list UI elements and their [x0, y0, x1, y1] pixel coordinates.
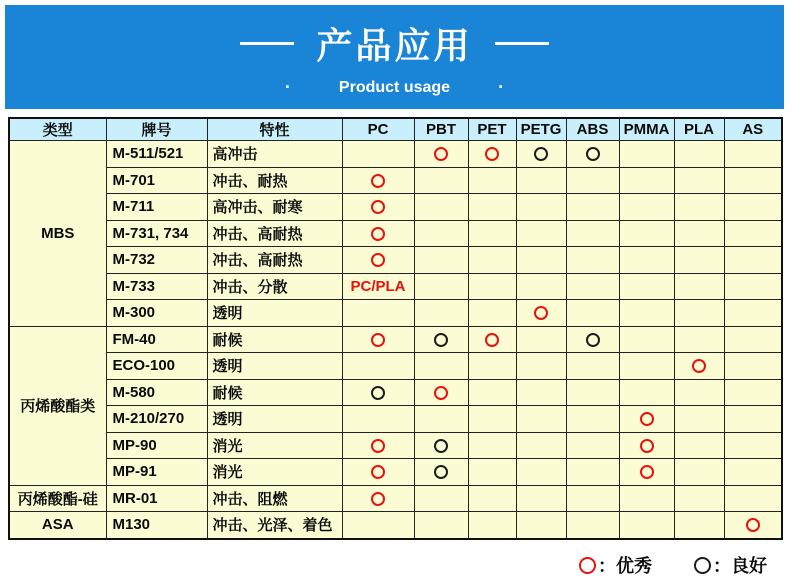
app-cell — [619, 379, 674, 406]
app-cell — [468, 273, 516, 300]
column-header-pla: PLA — [674, 118, 724, 141]
circle-good-icon — [586, 147, 600, 161]
column-header-petg: PETG — [516, 118, 566, 141]
app-cell — [516, 353, 566, 380]
app-cell — [342, 300, 414, 327]
app-cell — [516, 194, 566, 221]
circle-excellent-icon — [434, 386, 448, 400]
grade-cell: M-300 — [106, 300, 207, 327]
feature-cell: 冲击、阻燃 — [207, 485, 342, 512]
app-cell — [566, 300, 619, 327]
app-cell — [619, 512, 674, 539]
app-cell — [342, 512, 414, 539]
type-cell: 丙烯酸酯类 — [9, 326, 106, 485]
circle-excellent-icon — [371, 200, 385, 214]
feature-cell: 冲击、高耐热 — [207, 220, 342, 247]
circle-excellent-icon — [640, 465, 654, 479]
app-cell — [619, 459, 674, 486]
app-cell — [724, 273, 782, 300]
app-cell — [566, 220, 619, 247]
app-cell — [342, 141, 414, 168]
table-row — [9, 406, 782, 433]
circle-good-icon — [534, 147, 548, 161]
app-cell — [468, 512, 516, 539]
app-cell — [468, 459, 516, 486]
app-cell — [724, 220, 782, 247]
table-row — [9, 379, 782, 406]
app-cell — [674, 273, 724, 300]
app-cell — [566, 353, 619, 380]
table-row — [9, 273, 782, 300]
circle-good-icon — [371, 386, 385, 400]
app-cell — [414, 353, 468, 380]
subtitle-dot-right-icon: · — [498, 77, 505, 97]
app-cell — [342, 220, 414, 247]
app-cell — [516, 379, 566, 406]
column-header-abs: ABS — [566, 118, 619, 141]
app-cell — [342, 485, 414, 512]
app-cell — [566, 406, 619, 433]
grade-cell: M-511/521 — [106, 141, 207, 168]
circle-excellent-icon — [371, 333, 385, 347]
app-cell — [414, 300, 468, 327]
app-cell — [674, 141, 724, 168]
app-cell — [414, 167, 468, 194]
grade-cell: M-733 — [106, 273, 207, 300]
app-cell — [724, 512, 782, 539]
product-application-table — [8, 117, 783, 540]
page-subtitle: Product usage — [338, 78, 451, 96]
app-cell — [414, 485, 468, 512]
column-header-pc: PC — [342, 118, 414, 141]
grade-cell: M-731, 734 — [106, 220, 207, 247]
table-row — [9, 353, 782, 380]
app-cell — [619, 406, 674, 433]
app-cell — [619, 300, 674, 327]
app-cell — [414, 512, 468, 539]
grade-cell: M-210/270 — [106, 406, 207, 433]
app-cell — [516, 406, 566, 433]
grade-cell: MR-01 — [106, 485, 207, 512]
app-cell — [674, 406, 724, 433]
app-cell — [566, 167, 619, 194]
column-header-pbt: PBT — [414, 118, 468, 141]
feature-cell: 耐候 — [207, 379, 342, 406]
app-cell — [619, 353, 674, 380]
app-cell — [342, 406, 414, 433]
circle-excellent-icon — [371, 174, 385, 188]
column-header-as: AS — [724, 118, 782, 141]
subtitle-dot-left-icon: · — [284, 77, 291, 97]
app-cell — [342, 167, 414, 194]
app-cell — [516, 167, 566, 194]
app-cell — [674, 512, 724, 539]
column-header-pet: PET — [468, 118, 516, 141]
title-dash-right-icon — [495, 42, 549, 45]
feature-cell: 透明 — [207, 300, 342, 327]
app-cell — [724, 194, 782, 221]
app-cell — [674, 485, 724, 512]
circle-excellent-icon — [485, 333, 499, 347]
legend-excellent-label: ：优秀 — [598, 556, 652, 576]
app-cell — [342, 194, 414, 221]
app-cell — [619, 247, 674, 274]
app-cell — [516, 432, 566, 459]
feature-cell: 消光 — [207, 459, 342, 486]
app-cell — [566, 194, 619, 221]
app-cell — [619, 326, 674, 353]
app-cell — [516, 512, 566, 539]
app-cell — [724, 432, 782, 459]
table-row — [9, 300, 782, 327]
app-cell — [724, 379, 782, 406]
app-cell — [724, 353, 782, 380]
app-cell — [566, 379, 619, 406]
app-cell — [619, 485, 674, 512]
app-cell — [674, 432, 724, 459]
app-cell — [724, 326, 782, 353]
grade-cell: FM-40 — [106, 326, 207, 353]
app-cell — [468, 432, 516, 459]
circle-excellent-icon — [640, 439, 654, 453]
app-cell — [468, 167, 516, 194]
circle-excellent-icon — [371, 465, 385, 479]
feature-cell: 透明 — [207, 353, 342, 380]
app-cell — [724, 459, 782, 486]
app-cell — [468, 379, 516, 406]
circle-good-icon — [434, 333, 448, 347]
app-cell — [468, 326, 516, 353]
table-row — [9, 326, 782, 353]
app-cell — [342, 379, 414, 406]
app-cell — [724, 406, 782, 433]
feature-cell: 冲击、分散 — [207, 273, 342, 300]
grade-cell: MP-91 — [106, 459, 207, 486]
app-cell — [516, 300, 566, 327]
app-cell — [468, 406, 516, 433]
grade-cell: M-701 — [106, 167, 207, 194]
banner-subtitle-row — [285, 77, 504, 98]
app-cell — [342, 353, 414, 380]
table-header-row — [9, 118, 782, 141]
banner — [5, 5, 784, 109]
app-cell — [566, 432, 619, 459]
feature-cell: 耐候 — [207, 326, 342, 353]
app-cell — [566, 273, 619, 300]
app-cell — [516, 247, 566, 274]
circle-good-icon — [434, 465, 448, 479]
grade-cell: ECO-100 — [106, 353, 207, 380]
legend-item-excellent — [579, 552, 652, 578]
app-cell — [414, 432, 468, 459]
app-cell — [414, 141, 468, 168]
app-cell — [516, 220, 566, 247]
grade-cell: M-580 — [106, 379, 207, 406]
circle-good-icon — [434, 439, 448, 453]
app-cell — [619, 141, 674, 168]
table-row — [9, 220, 782, 247]
app-cell — [566, 459, 619, 486]
app-cell — [414, 459, 468, 486]
column-header-特性: 特性 — [207, 118, 342, 141]
grade-cell: M130 — [106, 512, 207, 539]
page-title: 产品应用 — [316, 25, 473, 66]
circle-excellent-icon — [640, 412, 654, 426]
app-cell — [414, 406, 468, 433]
feature-cell: 高冲击、耐寒 — [207, 194, 342, 221]
circle-excellent-icon — [371, 439, 385, 453]
feature-cell: 冲击、光泽、着色 — [207, 512, 342, 539]
app-cell — [468, 141, 516, 168]
table-row — [9, 167, 782, 194]
app-cell — [674, 326, 724, 353]
app-cell — [674, 459, 724, 486]
app-cell — [724, 167, 782, 194]
app-cell — [724, 485, 782, 512]
circle-excellent-icon — [485, 147, 499, 161]
feature-cell: 消光 — [207, 432, 342, 459]
feature-cell: 透明 — [207, 406, 342, 433]
app-cell — [414, 247, 468, 274]
table-row — [9, 459, 782, 486]
app-cell — [516, 485, 566, 512]
type-cell: ASA — [9, 512, 106, 539]
app-cell — [342, 273, 414, 300]
app-cell — [468, 220, 516, 247]
app-cell — [414, 194, 468, 221]
app-cell — [516, 459, 566, 486]
app-cell — [342, 326, 414, 353]
circle-good-icon — [586, 333, 600, 347]
circle-excellent-icon — [371, 227, 385, 241]
app-cell — [342, 459, 414, 486]
app-cell — [468, 247, 516, 274]
app-cell — [674, 353, 724, 380]
title-dash-left-icon — [240, 42, 294, 45]
app-cell — [724, 247, 782, 274]
app-cell — [674, 220, 724, 247]
app-cell — [516, 273, 566, 300]
app-cell — [414, 326, 468, 353]
column-header-类型: 类型 — [9, 118, 106, 141]
table-body — [9, 141, 782, 539]
app-cell — [619, 273, 674, 300]
app-cell — [342, 247, 414, 274]
app-cell — [566, 512, 619, 539]
feature-cell: 冲击、高耐热 — [207, 247, 342, 274]
app-cell — [516, 326, 566, 353]
text-marker: PC/PLA — [350, 277, 406, 295]
app-cell — [468, 485, 516, 512]
table-row — [9, 141, 782, 168]
app-cell — [674, 167, 724, 194]
circle-excellent-icon — [692, 359, 706, 373]
column-header-牌号: 牌号 — [106, 118, 207, 141]
circle-excellent-icon — [371, 253, 385, 267]
app-cell — [414, 379, 468, 406]
app-cell — [674, 247, 724, 274]
app-cell — [566, 326, 619, 353]
app-cell — [724, 141, 782, 168]
circle-excellent-icon — [746, 518, 760, 532]
type-cell: MBS — [9, 141, 106, 327]
table-row — [9, 194, 782, 221]
app-cell — [342, 432, 414, 459]
app-cell — [414, 273, 468, 300]
app-cell — [619, 220, 674, 247]
type-cell: 丙烯酸酯-硅 — [9, 485, 106, 512]
grade-cell: MP-90 — [106, 432, 207, 459]
banner-title-row — [240, 18, 548, 69]
app-cell — [724, 300, 782, 327]
app-cell — [468, 353, 516, 380]
grade-cell: M-732 — [106, 247, 207, 274]
grade-cell: M-711 — [106, 194, 207, 221]
app-cell — [674, 194, 724, 221]
app-cell — [468, 300, 516, 327]
feature-cell: 冲击、耐热 — [207, 167, 342, 194]
app-cell — [619, 432, 674, 459]
table-row — [9, 432, 782, 459]
circle-good-icon — [694, 557, 711, 574]
app-cell — [566, 247, 619, 274]
table-row — [9, 247, 782, 274]
app-cell — [468, 194, 516, 221]
app-cell — [674, 379, 724, 406]
legend-good-label: ：良好 — [713, 556, 767, 576]
app-cell — [674, 300, 724, 327]
circle-excellent-icon — [434, 147, 448, 161]
legend-item-good — [694, 552, 767, 578]
column-header-pmma: PMMA — [619, 118, 674, 141]
app-cell — [619, 194, 674, 221]
table-row — [9, 512, 782, 539]
app-cell — [516, 141, 566, 168]
app-cell — [414, 220, 468, 247]
app-cell — [566, 485, 619, 512]
table-row — [9, 485, 782, 512]
app-cell — [619, 167, 674, 194]
app-cell — [566, 141, 619, 168]
legend — [579, 552, 767, 578]
circle-excellent-icon — [579, 557, 596, 574]
circle-excellent-icon — [534, 306, 548, 320]
feature-cell: 高冲击 — [207, 141, 342, 168]
circle-excellent-icon — [371, 492, 385, 506]
